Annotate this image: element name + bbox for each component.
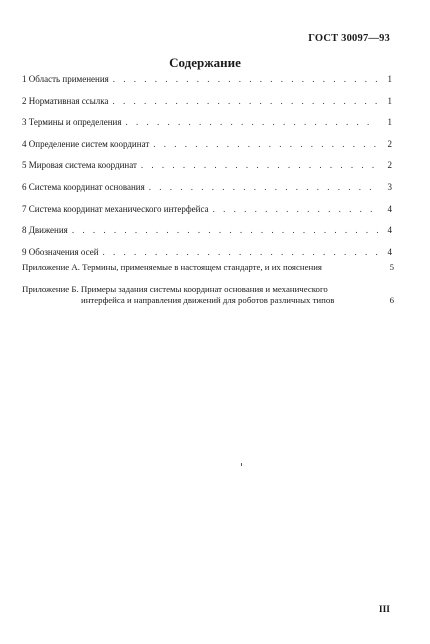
toc-entry-page: 1 <box>387 95 392 106</box>
toc-entry-label: 8 Движения <box>22 225 68 236</box>
dot-leader <box>149 182 378 193</box>
table-of-contents <box>22 74 392 268</box>
dot-leader <box>112 96 378 107</box>
appendix-b-text-line-1: Приложение Б. Примеры задания системы координат основания и механического <box>22 284 328 294</box>
dot-leader <box>113 74 378 85</box>
toc-entry-page: 4 <box>387 225 392 236</box>
toc-entry-page: 2 <box>387 160 392 171</box>
dot-leader <box>103 247 378 258</box>
toc-entry-label: 4 Определение систем координат <box>22 138 150 149</box>
standard-header: ГОСТ 30097—93 <box>308 33 390 44</box>
toc-entry-label: 6 Система координат основания <box>22 181 145 192</box>
appendix-b-entry[interactable] <box>22 284 394 306</box>
dot-leader <box>213 204 378 215</box>
toc-entry-label: 9 Обозначения осей <box>22 246 99 257</box>
appendix-b-text-line-2: интерфейса и направления движений для роботов различных типов <box>81 295 335 305</box>
toc-entry-label: 1 Область применения <box>22 74 109 84</box>
appendix-a-text: Приложение А. Термины, применяемые в настоящем стандарте, и их пояснения <box>22 262 322 272</box>
appendix-a-entry[interactable] <box>22 262 394 273</box>
toc-entry-page: 2 <box>387 138 392 149</box>
toc-entry[interactable] <box>22 204 392 226</box>
toc-entry[interactable] <box>22 225 392 247</box>
toc-entry[interactable] <box>22 160 392 182</box>
dot-leader <box>141 160 378 171</box>
toc-entry-page: 4 <box>387 203 392 214</box>
contents-title: Содержание <box>169 55 241 70</box>
appendix-b-page: 6 <box>389 295 394 305</box>
toc-entry-page: 1 <box>387 74 392 84</box>
toc-entry-label: 5 Мировая система координат <box>22 160 137 171</box>
dot-leader <box>125 117 378 128</box>
toc-entry-page: 1 <box>387 117 392 128</box>
page-number: III <box>378 605 390 615</box>
dot-leader <box>72 225 378 236</box>
dot-leader <box>153 139 378 150</box>
toc-entry-label: 7 Система координат механического интерфейса <box>22 203 209 214</box>
toc-entry[interactable] <box>22 96 392 118</box>
toc-entry-page: 4 <box>387 246 392 257</box>
scan-speck <box>241 463 242 466</box>
toc-entry[interactable] <box>22 139 392 161</box>
toc-entry-page: 3 <box>387 181 392 192</box>
toc-entry[interactable] <box>22 74 392 96</box>
toc-entry-label: 2 Нормативная ссылка <box>22 95 109 106</box>
toc-entry[interactable] <box>22 117 392 139</box>
toc-entry-label: 3 Термины и определения <box>22 117 122 128</box>
toc-entry[interactable] <box>22 182 392 204</box>
appendix-a-page: 5 <box>389 262 394 272</box>
